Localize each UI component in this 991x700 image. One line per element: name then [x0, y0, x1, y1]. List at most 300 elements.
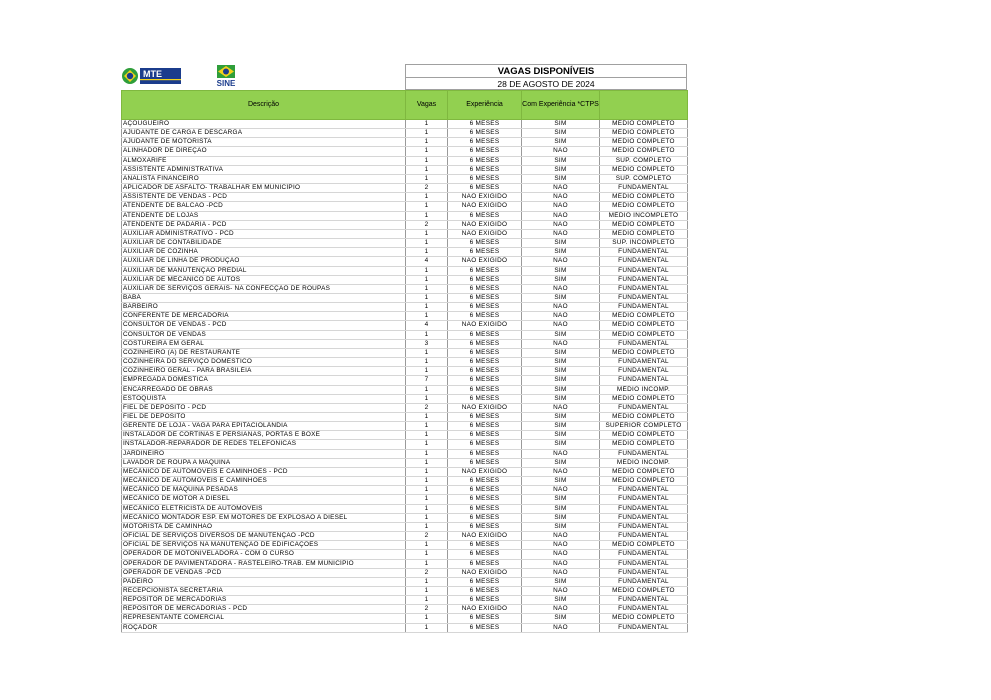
cell-experience: 6 MESES	[448, 385, 522, 394]
table-row	[122, 431, 688, 440]
table-row	[122, 321, 688, 330]
cell-description: JARDINEIRO	[122, 449, 406, 458]
cell-experience: 6 MESES	[448, 358, 522, 367]
cell-education: FUNDAMENTAL	[600, 367, 688, 376]
table-row	[122, 449, 688, 458]
table-row	[122, 522, 688, 531]
cell-ctps: SIM	[522, 477, 600, 486]
cell-vacancies: 1	[406, 577, 448, 586]
col-header-education	[600, 91, 688, 120]
cell-education: FUNDAMENTAL	[600, 184, 688, 193]
table-row	[122, 284, 688, 293]
cell-ctps: SIM	[522, 138, 600, 147]
col-header-description: Descrição	[122, 91, 406, 120]
table-row	[122, 312, 688, 321]
cell-description: ALINHADOR DE DIREÇÃO	[122, 147, 406, 156]
cell-ctps: NÃO	[522, 586, 600, 595]
cell-description: OFICIAL DE SERVIÇOS NA MANUTENÇÃO DE EDIFICAÇÕES	[122, 541, 406, 550]
cell-education: FUNDAMENTAL	[600, 303, 688, 312]
col-header-ctps-experience: Com Experiência *CTPS	[522, 91, 600, 120]
table-row	[122, 394, 688, 403]
cell-education: FUNDAMENTAL	[600, 532, 688, 541]
cell-experience: 6 MESES	[448, 367, 522, 376]
cell-experience: 6 MESES	[448, 348, 522, 357]
table-row	[122, 339, 688, 348]
cell-description: APLICADOR DE ASFALTO- TRABALHAR EM MUNICÍPIO	[122, 184, 406, 193]
cell-vacancies: 1	[406, 239, 448, 248]
cell-ctps: NÃO	[522, 229, 600, 238]
cell-vacancies: 1	[406, 596, 448, 605]
cell-description: COSTUREIRA EM GERAL	[122, 339, 406, 348]
cell-ctps: NÃO	[522, 321, 600, 330]
cell-education: FUNDAMENTAL	[600, 495, 688, 504]
cell-description: CONSULTOR DE VENDAS	[122, 330, 406, 339]
cell-education: FUNDAMENTAL	[600, 358, 688, 367]
table-row	[122, 174, 688, 183]
cell-education: MÉDIO COMPLETO	[600, 312, 688, 321]
cell-education: MÉDIO COMPLETO	[600, 229, 688, 238]
cell-experience: 6 MESES	[448, 449, 522, 458]
cell-ctps: NÃO	[522, 623, 600, 632]
table-row	[122, 477, 688, 486]
cell-experience: 6 MESES	[448, 303, 522, 312]
cell-ctps: SIM	[522, 156, 600, 165]
report-date: 28 DE AGOSTO DE 2024	[405, 77, 687, 90]
table-row	[122, 532, 688, 541]
cell-experience: NÃO EXIGIDO	[448, 257, 522, 266]
cell-description: INSTALADOR DE CORTINAS E PERSIANAS, PORTAS E BOXE	[122, 431, 406, 440]
cell-experience: 6 MESES	[448, 422, 522, 431]
cell-ctps: NÃO	[522, 193, 600, 202]
logos-area	[121, 64, 405, 90]
cell-ctps: NÃO	[522, 550, 600, 559]
cell-education: MÉDIO INCOMPLETO	[600, 211, 688, 220]
cell-description: ALMOXARIFE	[122, 156, 406, 165]
cell-education: MÉDIO COMPLETO	[600, 467, 688, 476]
cell-vacancies: 1	[406, 275, 448, 284]
cell-vacancies: 1	[406, 202, 448, 211]
cell-ctps: NÃO	[522, 449, 600, 458]
table-row	[122, 129, 688, 138]
cell-education: FUNDAMENTAL	[600, 293, 688, 302]
table-row	[122, 303, 688, 312]
cell-experience: NÃO EXIGIDO	[448, 202, 522, 211]
cell-ctps: SIM	[522, 614, 600, 623]
cell-experience: 6 MESES	[448, 330, 522, 339]
page-title: VAGAS DISPONÍVEIS	[405, 64, 687, 77]
cell-experience: 6 MESES	[448, 495, 522, 504]
cell-experience: 6 MESES	[448, 522, 522, 531]
cell-education: MÉDIO COMPLETO	[600, 120, 688, 129]
cell-ctps: NÃO	[522, 467, 600, 476]
table-row	[122, 330, 688, 339]
table-row	[122, 596, 688, 605]
cell-description: AJUDANTE DE MOTORISTA	[122, 138, 406, 147]
cell-ctps: SIM	[522, 513, 600, 522]
cell-ctps: SIM	[522, 413, 600, 422]
cell-description: GERENTE DE LOJA - VAGA PARA EPITACIOLÂNDIA	[122, 422, 406, 431]
cell-experience: 6 MESES	[448, 120, 522, 129]
cell-vacancies: 2	[406, 184, 448, 193]
cell-education: FUNDAMENTAL	[600, 559, 688, 568]
table-row	[122, 623, 688, 632]
cell-experience: 6 MESES	[448, 440, 522, 449]
cell-description: REPRESENTANTE COMERCIAL	[122, 614, 406, 623]
cell-ctps: SIM	[522, 522, 600, 531]
cell-description: FIEL DE DEPÓSITO - PCD	[122, 403, 406, 412]
table-row	[122, 486, 688, 495]
table-header-row	[122, 91, 688, 120]
cell-education: MÉDIO COMPLETO	[600, 202, 688, 211]
cell-experience: 6 MESES	[448, 129, 522, 138]
cell-vacancies: 1	[406, 550, 448, 559]
cell-vacancies: 1	[406, 477, 448, 486]
cell-description: PADEIRO	[122, 577, 406, 586]
cell-education: FUNDAMENTAL	[600, 568, 688, 577]
table-row	[122, 458, 688, 467]
cell-description: MOTORISTA DE CAMINHÃO	[122, 522, 406, 531]
cell-education: FUNDAMENTAL	[600, 339, 688, 348]
cell-vacancies: 1	[406, 229, 448, 238]
table-row	[122, 211, 688, 220]
table-row	[122, 550, 688, 559]
cell-education: FUNDAMENTAL	[600, 504, 688, 513]
cell-ctps: SIM	[522, 422, 600, 431]
cell-education: MÉDIO COMPLETO	[600, 413, 688, 422]
cell-ctps: SIM	[522, 120, 600, 129]
cell-vacancies: 4	[406, 321, 448, 330]
cell-description: CONFERENTE DE MERCADORIA	[122, 312, 406, 321]
cell-ctps: NÃO	[522, 202, 600, 211]
cell-vacancies: 1	[406, 440, 448, 449]
cell-education: FUNDAMENTAL	[600, 248, 688, 257]
cell-description: OFICIAL DE SERVIÇOS DIVERSOS DE MANUTENÇÃO -PCD	[122, 532, 406, 541]
table-row	[122, 138, 688, 147]
cell-vacancies: 2	[406, 220, 448, 229]
cell-description: COZINHEIRA DO SERVIÇO DOMÉSTICO	[122, 358, 406, 367]
table-row	[122, 586, 688, 595]
table-row	[122, 147, 688, 156]
cell-vacancies: 2	[406, 568, 448, 577]
cell-vacancies: 1	[406, 467, 448, 476]
cell-ctps: SIM	[522, 293, 600, 302]
cell-vacancies: 1	[406, 147, 448, 156]
cell-experience: 6 MESES	[448, 614, 522, 623]
cell-vacancies: 1	[406, 165, 448, 174]
cell-ctps: SIM	[522, 385, 600, 394]
cell-ctps: SIM	[522, 275, 600, 284]
cell-education: FUNDAMENTAL	[600, 623, 688, 632]
cell-ctps: SIM	[522, 440, 600, 449]
sine-logo	[213, 64, 239, 90]
cell-ctps: SIM	[522, 129, 600, 138]
table-row	[122, 413, 688, 422]
table-row	[122, 367, 688, 376]
cell-description: ASSISTENTE DE VENDAS - PCD	[122, 193, 406, 202]
sine-flag-icon	[213, 64, 239, 80]
cell-ctps: SIM	[522, 394, 600, 403]
cell-education: FUNDAMENTAL	[600, 522, 688, 531]
cell-ctps: NÃO	[522, 559, 600, 568]
cell-education: MÉDIO COMPLETO	[600, 138, 688, 147]
cell-experience: 6 MESES	[448, 513, 522, 522]
cell-experience: NÃO EXIGIDO	[448, 532, 522, 541]
title-box	[405, 64, 687, 90]
cell-education: MÉDIO COMPLETO	[600, 129, 688, 138]
cell-description: MECÂNICO DE AUTOMÓVEIS E CAMINHÕES	[122, 477, 406, 486]
cell-education: MÉDIO COMPLETO	[600, 440, 688, 449]
table-row	[122, 422, 688, 431]
table-row	[122, 165, 688, 174]
table-row	[122, 202, 688, 211]
cell-experience: NÃO EXIGIDO	[448, 467, 522, 476]
cell-experience: NÃO EXIGIDO	[448, 605, 522, 614]
cell-experience: 6 MESES	[448, 541, 522, 550]
cell-ctps: SIM	[522, 431, 600, 440]
cell-ctps: SIM	[522, 458, 600, 467]
table-row	[122, 229, 688, 238]
cell-description: INSTALADOR-REPARADOR DE REDES TELEFÔNICAS	[122, 440, 406, 449]
cell-ctps: NÃO	[522, 605, 600, 614]
cell-education: FUNDAMENTAL	[600, 577, 688, 586]
cell-vacancies: 1	[406, 303, 448, 312]
cell-experience: 6 MESES	[448, 138, 522, 147]
cell-description: BARBEIRO	[122, 303, 406, 312]
cell-experience: 6 MESES	[448, 431, 522, 440]
cell-description: MECÂNICO MONTADOR ESP. EM MOTORES DE EXPLOSÃO A DIESEL	[122, 513, 406, 522]
cell-ctps: NÃO	[522, 312, 600, 321]
cell-description: AUXILIAR DE SERVIÇOS GERAIS- NA CONFECÇÃO DE ROUPAS	[122, 284, 406, 293]
cell-vacancies: 1	[406, 504, 448, 513]
table-row	[122, 403, 688, 412]
cell-experience: NÃO EXIGIDO	[448, 229, 522, 238]
cell-vacancies: 1	[406, 413, 448, 422]
cell-ctps: SIM	[522, 495, 600, 504]
cell-experience: 6 MESES	[448, 477, 522, 486]
cell-education: SUP. COMPLETO	[600, 156, 688, 165]
cell-experience: 6 MESES	[448, 266, 522, 275]
cell-ctps: NÃO	[522, 568, 600, 577]
cell-vacancies: 1	[406, 284, 448, 293]
cell-description: AUXILIAR DE COZINHA	[122, 248, 406, 257]
cell-vacancies: 1	[406, 248, 448, 257]
cell-education: MÉDIO COMPLETO	[600, 348, 688, 357]
cell-experience: 6 MESES	[448, 284, 522, 293]
mte-logo-icon	[121, 66, 183, 86]
cell-ctps: NÃO	[522, 532, 600, 541]
cell-vacancies: 3	[406, 339, 448, 348]
cell-education: MÉDIO COMPLETO	[600, 586, 688, 595]
cell-ctps: SIM	[522, 266, 600, 275]
table-row	[122, 614, 688, 623]
cell-education: SUPERIOR COMPLETO	[600, 422, 688, 431]
cell-description: AUXILIAR DE MANUTENÇÃO PREDIAL	[122, 266, 406, 275]
cell-experience: 6 MESES	[448, 596, 522, 605]
table-row	[122, 440, 688, 449]
cell-experience: 6 MESES	[448, 275, 522, 284]
table-row	[122, 193, 688, 202]
cell-education: MÉDIO COMPLETO	[600, 431, 688, 440]
cell-vacancies: 2	[406, 605, 448, 614]
cell-description: AUXILIAR ADMINISTRATIVO - PCD	[122, 229, 406, 238]
table-row	[122, 568, 688, 577]
cell-experience: 6 MESES	[448, 458, 522, 467]
table-row	[122, 184, 688, 193]
cell-experience: 6 MESES	[448, 248, 522, 257]
cell-education: MÉDIO COMPLETO	[600, 193, 688, 202]
cell-vacancies: 1	[406, 394, 448, 403]
cell-ctps: SIM	[522, 376, 600, 385]
cell-experience: 6 MESES	[448, 239, 522, 248]
cell-vacancies: 4	[406, 257, 448, 266]
cell-experience: 6 MESES	[448, 293, 522, 302]
cell-vacancies: 1	[406, 449, 448, 458]
cell-ctps: SIM	[522, 504, 600, 513]
cell-ctps: NÃO	[522, 339, 600, 348]
cell-vacancies: 1	[406, 623, 448, 632]
vacancies-table	[121, 90, 688, 633]
cell-education: MÉDIO INCOMP.	[600, 458, 688, 467]
cell-description: FIEL DE DEPÓSITO	[122, 413, 406, 422]
cell-education: MÉDIO COMPLETO	[600, 394, 688, 403]
table-row	[122, 348, 688, 357]
cell-education: FUNDAMENTAL	[600, 605, 688, 614]
cell-education: MÉDIO COMPLETO	[600, 165, 688, 174]
cell-description: CONSULTOR DE VENDAS - PCD	[122, 321, 406, 330]
table-body	[122, 120, 688, 633]
cell-ctps: SIM	[522, 330, 600, 339]
cell-vacancies: 1	[406, 367, 448, 376]
table-row	[122, 495, 688, 504]
cell-education: MÉDIO COMPLETO	[600, 477, 688, 486]
cell-vacancies: 1	[406, 458, 448, 467]
cell-description: OPERADOR DE PAVIMENTADORA - RASTELEIRO-TRAB. EM MUNICÍPIO	[122, 559, 406, 568]
cell-description: MECÂNICO ELETRICISTA DE AUTOMÓVEIS	[122, 504, 406, 513]
cell-description: AUXILIAR DE CONTABILIDADE	[122, 239, 406, 248]
cell-description: ATENDENTE DE PADARIA - PCD	[122, 220, 406, 229]
cell-education: MÉDIO COMPLETO	[600, 614, 688, 623]
cell-experience: 6 MESES	[448, 156, 522, 165]
cell-experience: 6 MESES	[448, 147, 522, 156]
cell-description: RECEPCIONISTA SECRETÁRIA	[122, 586, 406, 595]
cell-experience: 6 MESES	[448, 577, 522, 586]
cell-vacancies: 1	[406, 330, 448, 339]
cell-ctps: SIM	[522, 577, 600, 586]
cell-education: FUNDAMENTAL	[600, 275, 688, 284]
cell-education: SUP. COMPLETO	[600, 174, 688, 183]
cell-description: ATENDENTE DE BALCÃO -PCD	[122, 202, 406, 211]
cell-ctps: NÃO	[522, 220, 600, 229]
cell-vacancies: 1	[406, 586, 448, 595]
cell-description: AUXILIAR DE MECÂNICO DE AUTOS	[122, 275, 406, 284]
cell-description: ATENDENTE DE LOJAS	[122, 211, 406, 220]
cell-ctps: SIM	[522, 348, 600, 357]
cell-experience: 6 MESES	[448, 413, 522, 422]
cell-education: MÉDIO COMPLETO	[600, 541, 688, 550]
cell-description: EMPREGADA DOMÉSTICA	[122, 376, 406, 385]
cell-ctps: NÃO	[522, 541, 600, 550]
cell-vacancies: 1	[406, 486, 448, 495]
cell-vacancies: 1	[406, 614, 448, 623]
cell-education: MÉDIO INCOMP.	[600, 385, 688, 394]
cell-ctps: NÃO	[522, 184, 600, 193]
table-row	[122, 504, 688, 513]
cell-vacancies: 1	[406, 385, 448, 394]
cell-ctps: SIM	[522, 174, 600, 183]
cell-description: OPERADOR DE MOTONIVELADORA - COM O CURSO	[122, 550, 406, 559]
cell-education: FUNDAMENTAL	[600, 513, 688, 522]
cell-description: AÇOUGUEIRO	[122, 120, 406, 129]
mte-logo-text: MTE	[143, 69, 162, 79]
cell-description: MECÂNICO DE MÁQUINA PESADAS	[122, 486, 406, 495]
table-row	[122, 605, 688, 614]
cell-vacancies: 1	[406, 559, 448, 568]
cell-ctps: NÃO	[522, 403, 600, 412]
cell-vacancies: 1	[406, 211, 448, 220]
cell-ctps: NÃO	[522, 257, 600, 266]
cell-education: FUNDAMENTAL	[600, 550, 688, 559]
cell-ctps: NÃO	[522, 486, 600, 495]
cell-experience: 6 MESES	[448, 339, 522, 348]
table-row	[122, 467, 688, 476]
cell-description: COZINHEIRO (A) DE RESTAURANTE	[122, 348, 406, 357]
cell-experience: NÃO EXIGIDO	[448, 193, 522, 202]
cell-vacancies: 1	[406, 129, 448, 138]
table-row	[122, 358, 688, 367]
cell-ctps: SIM	[522, 165, 600, 174]
cell-ctps: SIM	[522, 358, 600, 367]
cell-ctps: SIM	[522, 239, 600, 248]
table-row	[122, 385, 688, 394]
table-row	[122, 559, 688, 568]
cell-vacancies: 1	[406, 348, 448, 357]
cell-vacancies: 1	[406, 541, 448, 550]
cell-experience: 6 MESES	[448, 376, 522, 385]
cell-description: ASSISTENTE ADMINISTRATIVA	[122, 165, 406, 174]
cell-description: AJUDANTE DE CARGA E DESCARGA	[122, 129, 406, 138]
col-header-vacancies: Vagas	[406, 91, 448, 120]
cell-vacancies: 1	[406, 513, 448, 522]
table-row	[122, 376, 688, 385]
cell-description: REPOSITOR DE MERCADORIAS	[122, 596, 406, 605]
cell-ctps: NÃO	[522, 147, 600, 156]
cell-education: FUNDAMENTAL	[600, 486, 688, 495]
cell-education: MÉDIO COMPLETO	[600, 220, 688, 229]
cell-experience: 6 MESES	[448, 559, 522, 568]
cell-education: FUNDAMENTAL	[600, 376, 688, 385]
cell-ctps: NÃO	[522, 303, 600, 312]
cell-education: FUNDAMENTAL	[600, 266, 688, 275]
cell-experience: 6 MESES	[448, 165, 522, 174]
cell-experience: 6 MESES	[448, 184, 522, 193]
cell-description: COZINHEIRO GERAL - PARA BRASILÉIA	[122, 367, 406, 376]
cell-experience: 6 MESES	[448, 623, 522, 632]
cell-experience: 6 MESES	[448, 211, 522, 220]
table-row	[122, 266, 688, 275]
cell-vacancies: 1	[406, 266, 448, 275]
cell-education: SUP. INCOMPLETO	[600, 239, 688, 248]
cell-description: LAVADOR DE ROUPA A MÁQUINA	[122, 458, 406, 467]
table-row	[122, 248, 688, 257]
cell-vacancies: 1	[406, 293, 448, 302]
cell-description: AUXILIAR DE LINHA DE PRODUÇÃO	[122, 257, 406, 266]
cell-vacancies: 2	[406, 532, 448, 541]
table-row	[122, 275, 688, 284]
cell-education: MÉDIO COMPLETO	[600, 321, 688, 330]
cell-description: MECÂNICO DE MOTOR A DIESEL	[122, 495, 406, 504]
cell-description: BABÁ	[122, 293, 406, 302]
table-row	[122, 293, 688, 302]
